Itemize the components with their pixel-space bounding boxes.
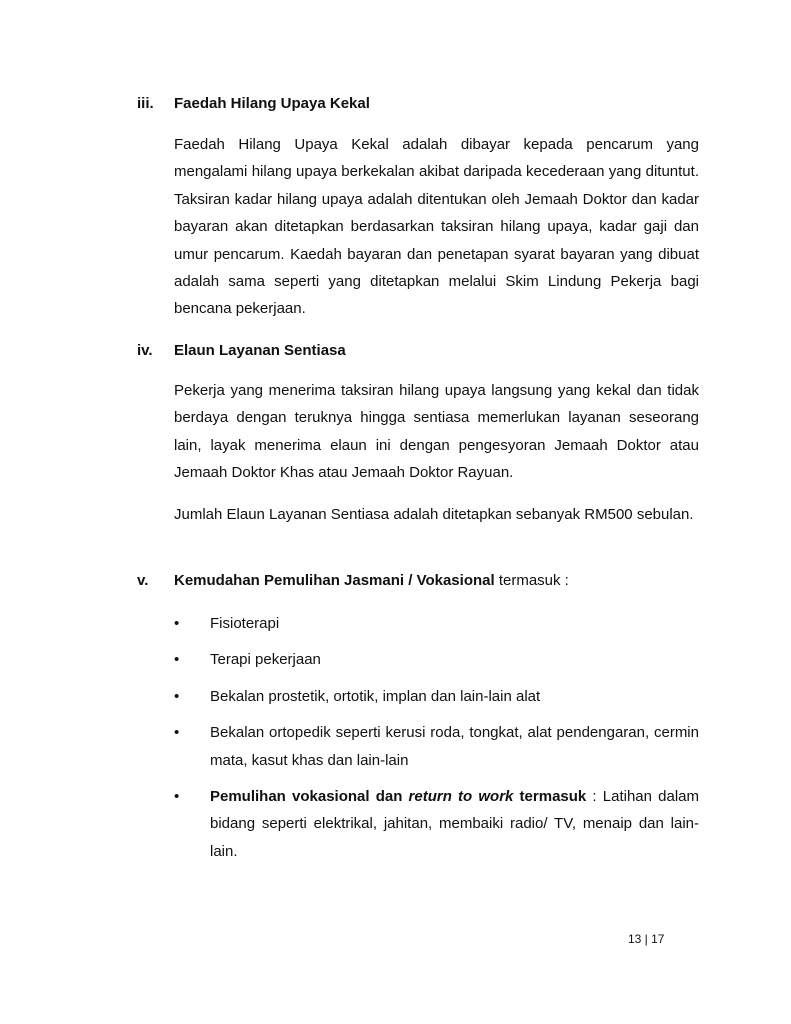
plain-text: : Latihan dalam bidang seperti elektrikal, jahitan, membaiki radio/ TV, menaip dan lain-lain. <box>210 788 699 860</box>
section-title-group <box>174 571 569 591</box>
bullet-icon: • <box>174 615 180 632</box>
bullet-icon: • <box>174 788 180 806</box>
list-item <box>174 783 699 865</box>
section-v-heading <box>137 571 569 591</box>
list-item-text: Fisioterapi <box>210 615 280 632</box>
list-item <box>174 610 699 637</box>
section-number: iii. <box>137 95 154 112</box>
bold-text: termasuk <box>513 788 587 806</box>
list-item-text <box>210 788 699 860</box>
list-item <box>174 646 699 673</box>
section-iii-body: Faedah Hilang Upaya Kekal adalah dibayar kepada pencarum yang mengalami hilang upaya berkekalan akibat daripada kecederaan yang dituntut. Taksiran kadar hilang upaya adalah ditentukan oleh Jemaah Doktor dan kadar bayaran akan ditetapkan berdasarkan taksiran hilang upaya, kadar gaji dan umur pencarum. Kaedah bayaran dan penetapan syarat bayaran yang dibuat adalah sama seperti yang ditetapkan melalui Skim Lindung Pekerja bagi bencana pekerjaan. <box>174 136 699 318</box>
section-iii-heading <box>137 94 370 114</box>
section-iv-body-2: Jumlah Elaun Layanan Sentiasa adalah ditetapkan sebanyak RM500 sebulan. <box>174 506 694 523</box>
bold-italic-text: return to work <box>408 788 514 806</box>
section-title-suffix: termasuk : <box>494 572 569 589</box>
page-number: 13 | 17 <box>628 932 665 946</box>
bullet-icon: • <box>174 724 180 742</box>
list-item <box>174 719 699 774</box>
bold-text: Pemulihan vokasional dan <box>210 788 409 806</box>
section-number: iv. <box>137 342 153 359</box>
section-number: v. <box>137 572 149 589</box>
list-item <box>174 683 699 710</box>
bullet-icon: • <box>174 687 180 705</box>
section-title: Kemudahan Pemulihan Jasmani / Vokasional <box>174 572 495 589</box>
facility-list <box>174 610 699 874</box>
list-item-text: Bekalan prostetik, ortotik, implan dan lain-lain alat <box>210 687 541 705</box>
section-iv-heading <box>137 341 346 361</box>
bullet-icon: • <box>174 651 180 669</box>
section-title: Faedah Hilang Upaya Kekal <box>174 95 370 112</box>
section-iv-body-1: Pekerja yang menerima taksiran hilang upaya langsung yang kekal dan tidak berdaya dengan teruknya hingga sentiasa memerlukan layanan seseorang lain, layak menerima elaun ini dengan pengesyoran Jemaah Doktor atau Jemaah Doktor Khas atau Jemaah Doktor Rayuan. <box>174 382 699 482</box>
section-title: Elaun Layanan Sentiasa <box>174 342 346 359</box>
list-item-text: Terapi pekerjaan <box>210 651 321 669</box>
list-item-text: Bekalan ortopedik seperti kerusi roda, tongkat, alat pendengaran, cermin mata, kasut khas dan lain-lain <box>210 724 699 769</box>
